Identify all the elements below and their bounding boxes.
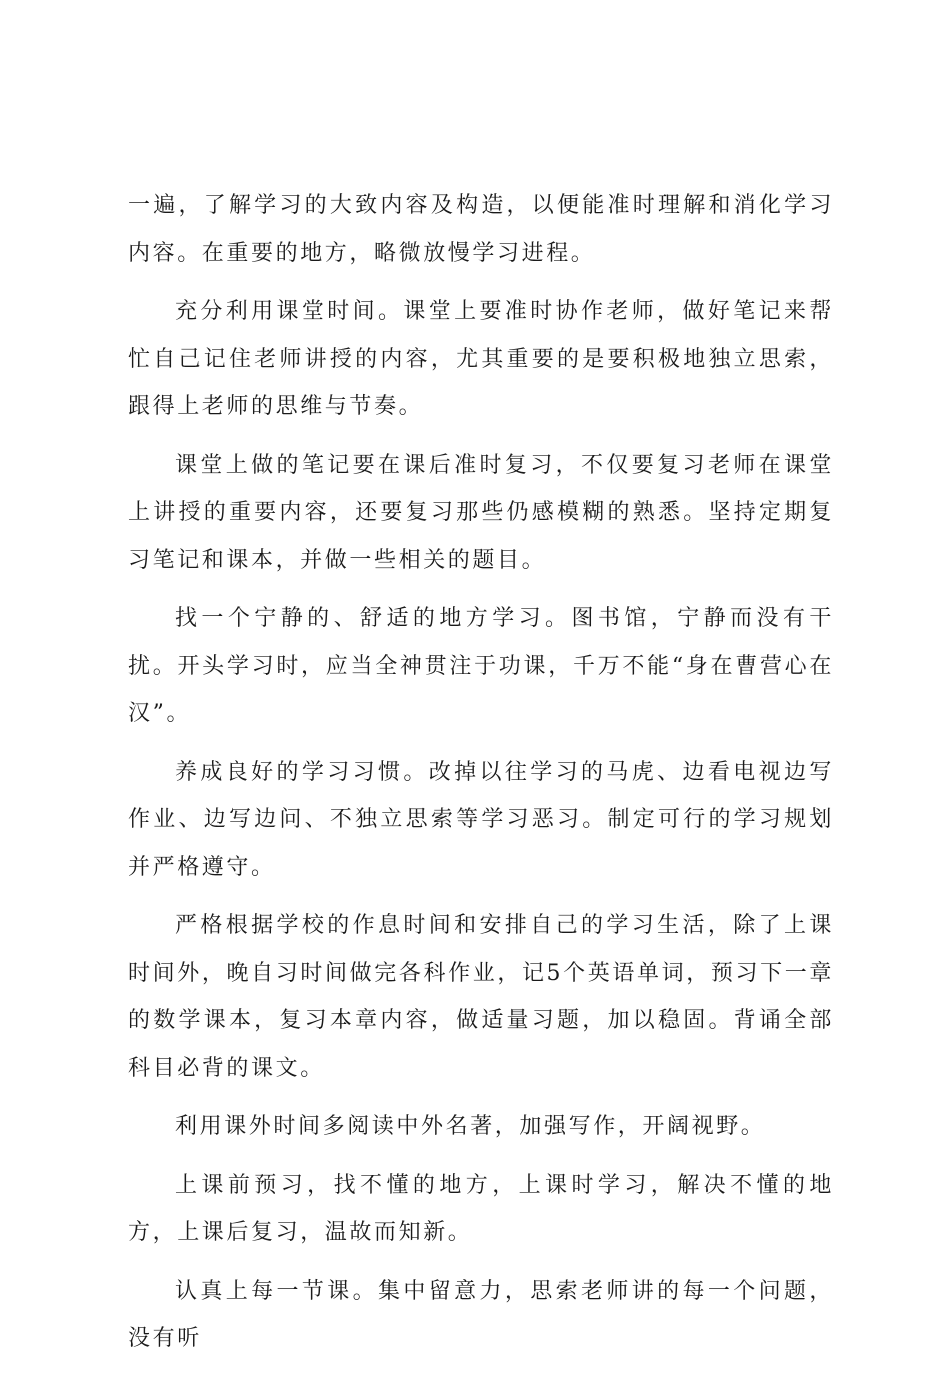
paragraph: 认真上每一节课。集中留意力，思索老师讲的每一个问题，没有听	[128, 1278, 834, 1351]
paragraph: 上课前预习，找不懂的地方，上课时学习，解决不懂的地方，上课后复习，温故而知新。	[128, 1172, 834, 1245]
paragraph: 一遍，了解学习的大致内容及构造，以便能准时理解和消化学习内容。在重要的地方，略微放慢学习进程。	[128, 193, 834, 266]
document-body	[128, 182, 834, 1374]
paragraph: 充分利用课堂时间。课堂上要准时协作老师，做好笔记来帮忙自己记住老师讲授的内容，尤其重要的是要积极地独立思索，跟得上老师的思维与节奏。	[128, 299, 834, 419]
paragraph: 找一个宁静的、舒适的地方学习。图书馆，宁静而没有干扰。开头学习时，应当全神贯注于功课，千万不能“身在曹营心在汉”。	[128, 606, 834, 726]
paragraph: 养成良好的学习习惯。改掉以往学习的马虎、边看电视边写作业、边写边问、不独立思索等学习恶习。制定可行的学习规划并严格遵守。	[128, 759, 834, 880]
paragraph: 严格根据学校的作息时间和安排自己的学习生活，除了上课时间外，晚自习时间做完各科作业，记5个英语单词，预习下一章的数学课本，复习本章内容，做适量习题，加以稳固。背诵全部科目必背的课文。	[128, 913, 834, 1081]
paragraph: 课堂上做的笔记要在课后准时复习，不仅要复习老师在课堂上讲授的重要内容，还要复习那些仍感模糊的熟悉。坚持定期复习笔记和课本，并做一些相关的题目。	[128, 452, 834, 573]
paragraph: 利用课外时间多阅读中外名著，加强写作，开阔视野。	[175, 1114, 766, 1139]
